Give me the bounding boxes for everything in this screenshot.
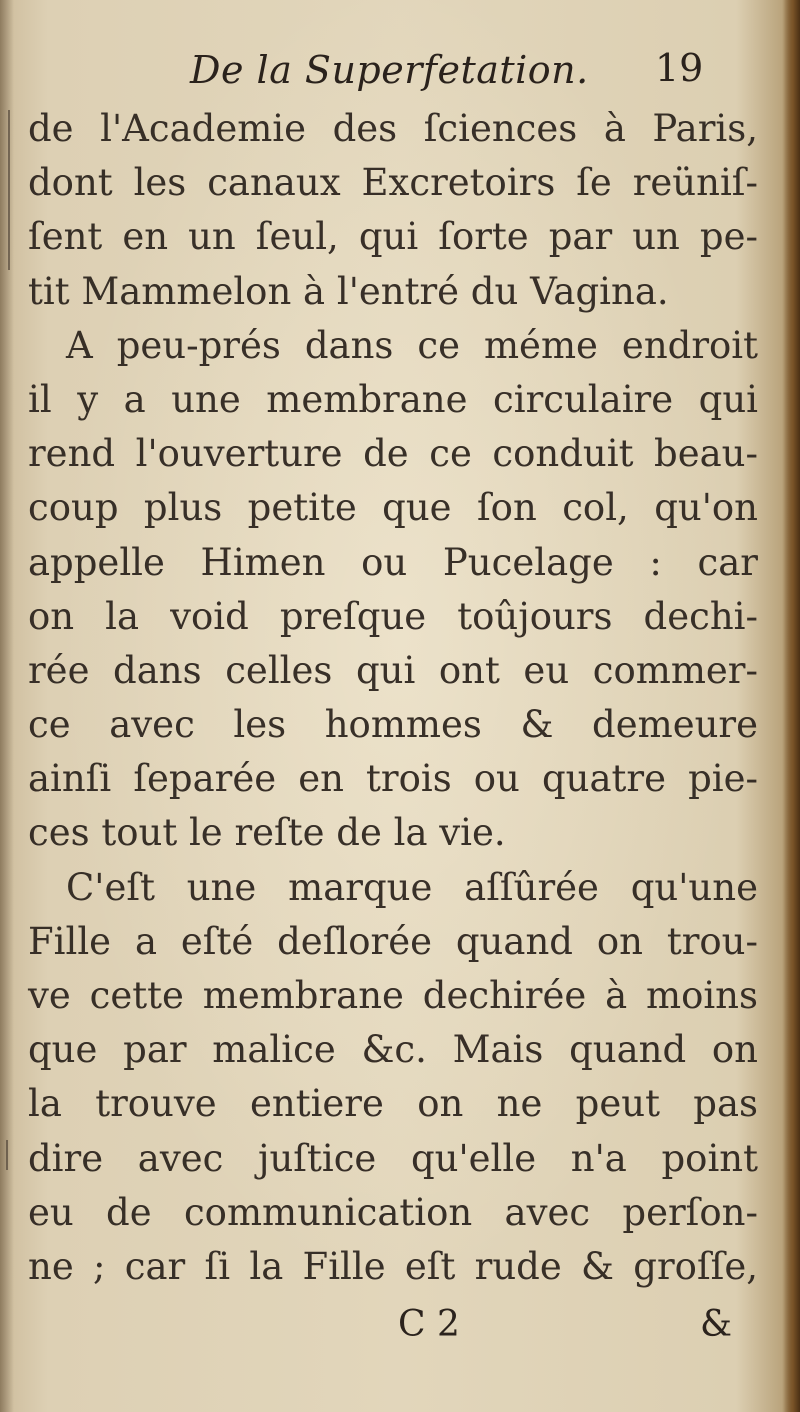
text-line: coup plus petite que ſon col, qu'on bbox=[28, 486, 758, 530]
text-line: il y a une membrane circulaire qui bbox=[28, 377, 758, 421]
page-footer bbox=[0, 1300, 800, 1360]
text-line: tit Mammelon à l'entré du Vagina. bbox=[28, 269, 669, 313]
text-line: appelle Himen ou Pucelage : car bbox=[28, 540, 758, 584]
running-head bbox=[0, 42, 800, 102]
signature-mark: C 2 bbox=[398, 1304, 460, 1345]
body-text bbox=[28, 102, 758, 1294]
margin-mark-top bbox=[8, 110, 10, 270]
text-line: de l'Academie des ſciences à Paris, bbox=[28, 107, 758, 150]
text-line: ce avec les hommes & demeure bbox=[28, 703, 758, 747]
page-number: 19 bbox=[655, 46, 704, 90]
text-line: ve cette membrane dechirée à moins bbox=[28, 974, 758, 1017]
running-title: De la Superfetation. bbox=[190, 48, 589, 92]
text-line: ces tout le reſte de la vie. bbox=[28, 811, 506, 855]
text-line: C'eſt une marque aſſûrée qu'une bbox=[66, 865, 758, 909]
text-line: A peu-prés dans ce méme endroit bbox=[66, 323, 758, 367]
text-line: rée dans celles qui ont eu commer- bbox=[28, 648, 758, 692]
text-line: eu de communication avec perſon- bbox=[28, 1190, 758, 1234]
text-line: ainſi ſeparée en trois ou quatre pie- bbox=[28, 757, 758, 801]
text-line: on la void preſque toûjours dechi- bbox=[28, 594, 758, 638]
text-line: que par malice &c. Mais quand on bbox=[28, 1028, 758, 1072]
catchword: & bbox=[700, 1304, 733, 1345]
text-line: dire avec juſtice qu'elle n'a point bbox=[28, 1136, 758, 1180]
page-edge bbox=[782, 0, 800, 1412]
gutter-shadow bbox=[0, 0, 14, 1412]
text-line: Fille a eſté deſlorée quand on trou- bbox=[28, 919, 758, 963]
text-line: ne ; car ſi la Fille eſt rude & groſſe, bbox=[28, 1244, 758, 1288]
margin-mark-middle bbox=[6, 1140, 8, 1170]
text-line: dont les canaux Excretoirs ſe reüniſ- bbox=[28, 161, 758, 205]
text-line: rend l'ouverture de ce conduit beau- bbox=[28, 432, 758, 476]
text-line: la trouve entiere on ne peut pas bbox=[28, 1082, 758, 1126]
text-line: ſent en un ſeul, qui ſorte par un pe- bbox=[28, 215, 758, 259]
